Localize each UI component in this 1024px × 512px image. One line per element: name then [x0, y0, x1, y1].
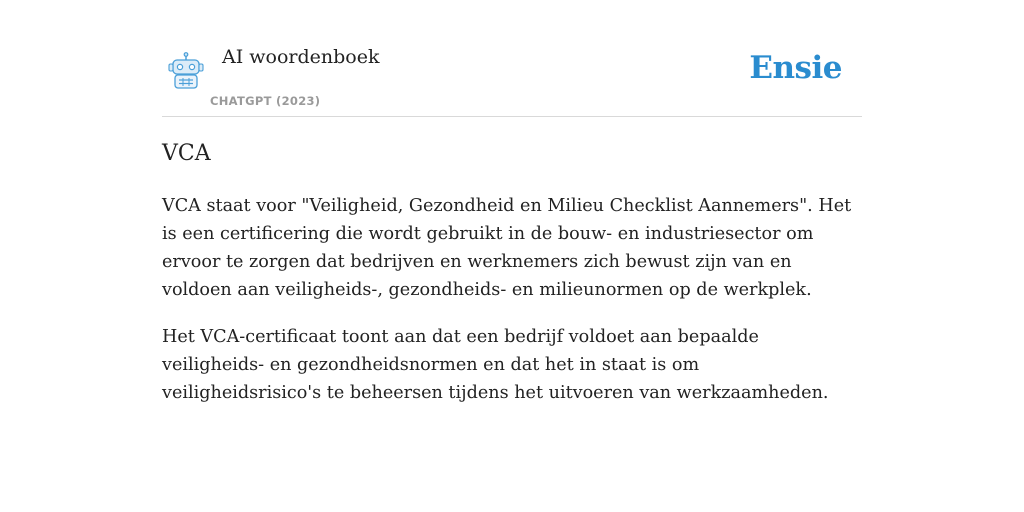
- definition-paragraph: VCA staat voor "Veiligheid, Gezondheid en Milieu Checklist Aannemers". Het is een certificering die wordt gebruikt in de bouw- en industriesector om ervoor te zorgen dat bedrijven en werknemers zich bewust zijn van en voldoen aan veiligheids-, gezondheids- en milieunormen op de werkplek.: [162, 196, 852, 300]
- ensie-logo[interactable]: Ensie: [749, 50, 842, 86]
- robot-icon: [166, 52, 206, 90]
- definition-paragraph: Het VCA-certificaat toont aan dat een bedrijf voldoet aan bepaalde veiligheids- en gezondheidsnormen en dat het in staat is om veiligheidsrisico's te beheersen tijdens het uitvoeren van werkzaamheden.: [162, 327, 829, 403]
- dictionary-title[interactable]: AI woordenboek: [222, 46, 380, 68]
- page-content: [162, 0, 862, 403]
- source-label: CHATGPT (2023): [210, 94, 321, 108]
- header: [162, 0, 862, 117]
- entry-term: VCA: [162, 141, 211, 166]
